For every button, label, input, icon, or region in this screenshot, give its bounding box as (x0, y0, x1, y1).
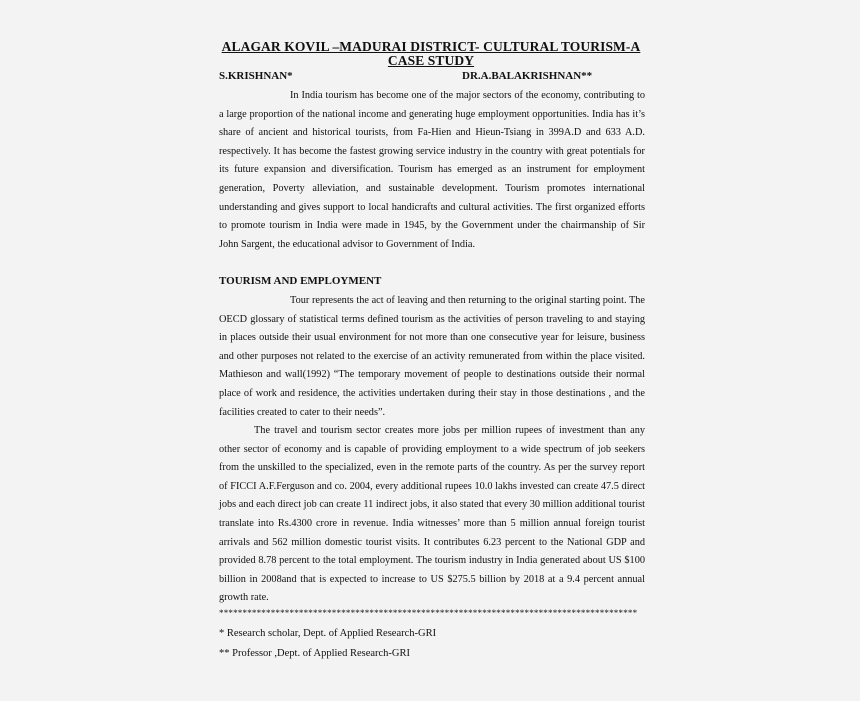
footnote-research-scholar: * Research scholar, Dept. of Applied Research-GRI (219, 628, 437, 639)
author-second: DR.A.BALAKRISHNAN** (462, 70, 593, 82)
author-first: S.KRISHNAN* (219, 70, 293, 82)
employment-paragraph: The travel and tourism sector creates more jobs per million rupees of investment than any other sector of economy and is capable of providing employment to a wide spectrum of job seekers from the unskilled to the specialized, even in the remote parts of the country. As per the survey report of FICCI A.F.Ferguson and co. 2004, every additional rupees 10.0 lakhs invested can create 47.5 direct jobs and each direct job can create 11 indirect jobs, it also stated that every 30 million additional tourist translate into Rs.4300 crore in revenue. India witnesses’ more than 5 million annual foreign tourist arrivals and 562 million domestic tourist visits. It contributes 6.23 percent to the National GDP and provided 8.78 percent to the total employment. The tourism industry in India generated about US $100 billion in 2008and that is expected to increase to US $275.5 billion by 2018 at a 9.4 percent annual growth rate. (219, 425, 645, 604)
definition-paragraph: Tour represents the act of leaving and then returning to the original starting point. The OECD glossary of statistical terms defined tourism as the activities of person traveling to and staying in places outside their usual environment for not more than one consecutive year for leisure, business and other purposes not related to the exercise of an activity remunerated from within the place visited. Mathieson and wall(1992) “The temporary movement of people to destinations outside their normal place of work and residence, the activities undertaken during their stay in those destinations , and the facilities created to cater to their needs”. (219, 295, 645, 418)
intro-paragraph: In India tourism has become one of the major sectors of the economy, contributing to a large proportion of the national income and generating huge employment opportunities. India has it’s share of ancient and historical tourists, from Fa-Hien and Hieun-Tsiang in 399A.D and 633 A.D. respectively. It has become the fastest growing service industry in the country with great potentials for its future expansion and diversification. Tourism has emerged as an instrument for employment generation, Poverty alleviation, and sustainable development. Tourism promotes international understanding and gives support to local handicrafts and cultural activities. The first organized efforts to promote tourism in India were made in 1945, by the Government under the chairmanship of Sir John Sargent, the educational advisor to Government of India. (219, 90, 645, 250)
paper-title: ALAGAR KOVIL –MADURAI DISTRICT- CULTURAL TOURISM-A CASE STUDY (221, 39, 641, 68)
footnote-professor: ** Professor ,Dept. of Applied Research-GRI (219, 648, 410, 659)
separator-line: ***************************************************************************************** (219, 608, 638, 618)
section-heading: TOURISM AND EMPLOYMENT (219, 275, 382, 287)
